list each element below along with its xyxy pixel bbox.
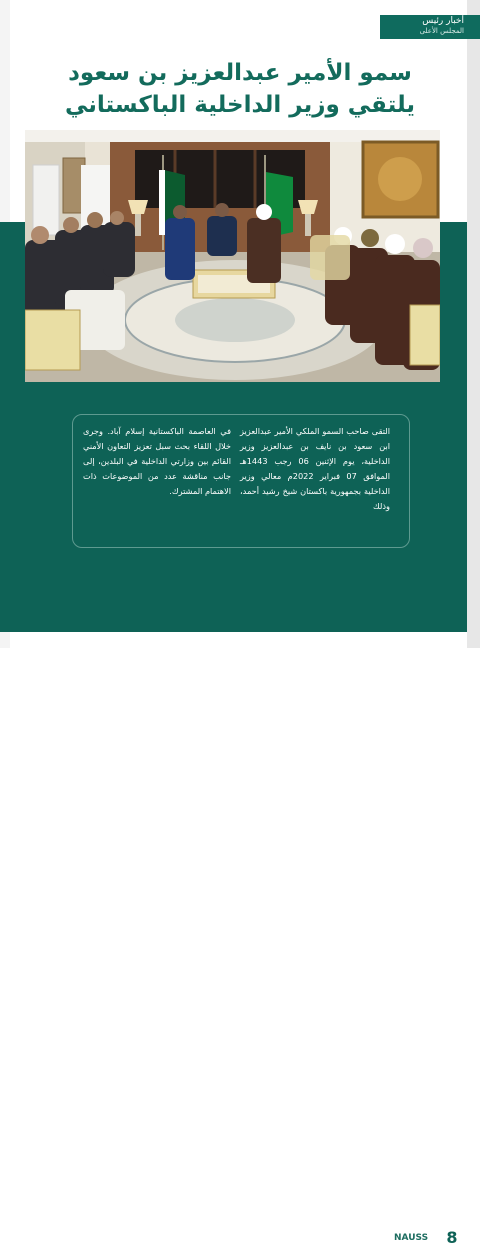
section-tab <box>380 15 480 39</box>
page-right-margin <box>467 0 480 648</box>
page-number: 8 <box>442 1228 462 1248</box>
nauss-logo: NAUSS <box>394 1233 429 1243</box>
article-paragraph-left: في العاصمة الباكستانية إسلام آباد. وجرى خلال اللقاء بحث سبل تعزيز التعاون الأمني القائم بين وزارتي الداخلية في البلدين، إلى جانب مناقشة عدد من الموضوعات ذات الاهتمام المشترك. <box>83 426 231 496</box>
footer <box>0 613 480 1247</box>
section-subtitle: المجلس الأعلى <box>419 27 464 35</box>
headline-line-2: يلتقي وزير الداخلية الباكستاني <box>65 92 415 118</box>
article-paragraph-right: التقى صاحب السمو الملكي الأمير عبدالعزيز ابن سعود بن نايف بن عبدالعزيز وزير الداخلية، يوم الإثنين 06 رجب 1443هـ الموافق 07 فبراير 2022م معالي وزير الداخلية بجمهورية باكستان شيخ رشيد أحمد، وذلك <box>240 426 391 511</box>
meeting-photo <box>25 130 440 382</box>
section-title: أخبار رئيس <box>422 16 464 26</box>
headline-line-1: سمو الأمير عبدالعزيز بن سعود <box>68 60 412 86</box>
